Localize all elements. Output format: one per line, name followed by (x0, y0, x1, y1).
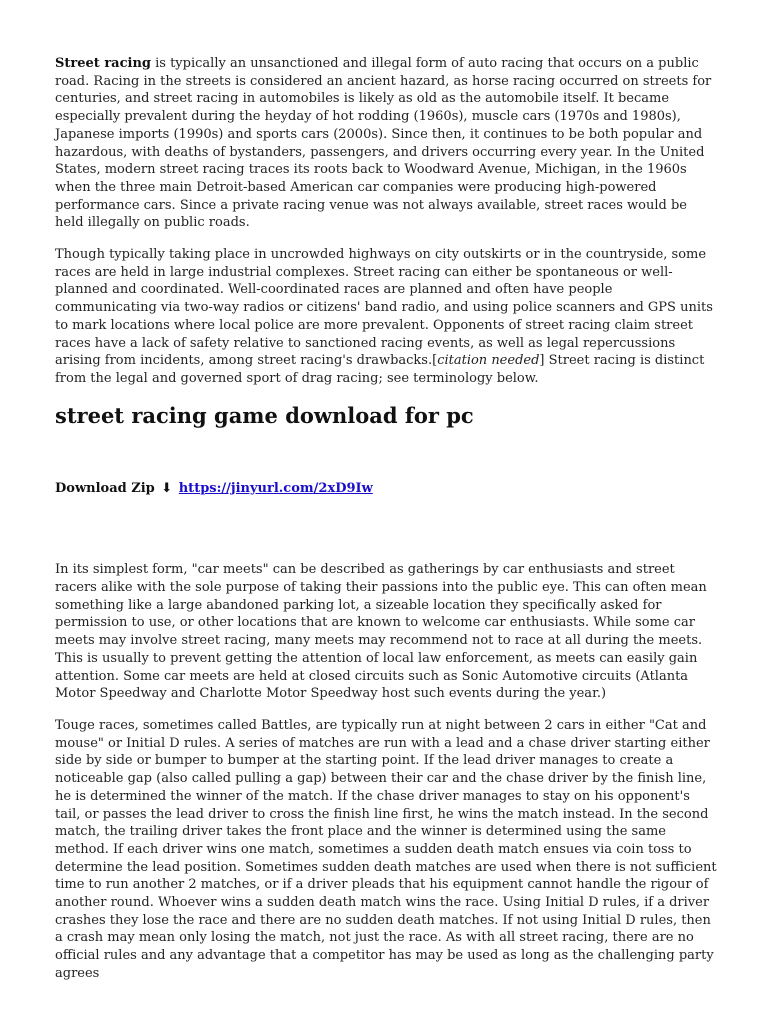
intro-paragraph-2 (55, 246, 717, 388)
spacer (55, 497, 717, 561)
download-label: Download Zip (55, 480, 155, 496)
download-line (55, 480, 717, 498)
body-paragraph-car-meets: In its simplest form, "car meets" can be described as gatherings by car enthusiasts and street racers alike with the sole purpose of taking their passions into the public eye. This can often mean something like a large abandoned parking lot, a sizeable location they specifically asked for permission to use, or other locations that are known to welcome car enthusiasts. While some car meets may involve street racing, many meets may recommend not to race at all during the meets. This is usually to prevent getting the attention of local law enforcement, as meets can easily gain attention. Some car meets are held at closed circuits such as Sonic Automotive circuits (Atlanta Motor Speedway and Charlotte Motor Speedway host such events during the year.) (55, 562, 707, 702)
body-paragraph-touge: Touge races, sometimes called Battles, are typically run at night between 2 cars in either "Cat and mouse" or Initial D rules. A series of matches are run with a lead and a chase driver starting either side by side or bumper to bumper at the starting point. If the lead driver manages to create a noticeable gap (also called pulling a gap) between their car and the chase driver by the finish line, he is determined the winner of the match. If the chase driver manages to stay on his opponent's tail, or passes the lead driver to cross the finish line first, he wins the match instead. In the second match, the trailing driver takes the front place and the winner is determined using the same method. If each driver wins one match, sometimes a sudden death match ensues via coin toss to determine the lead position. Sometimes sudden death matches are used when there is not sufficient time to run another 2 matches, or if a driver pleads that his equipment cannot handle the rigour of another round. Whoever wins a sudden death match wins the race. Using Initial D rules, if a driver crashes they lose the race and there are no sudden death matches. If not using Initial D rules, then a crash may mean only losing the match, not just the race. As with all street racing, there are no official rules and any advantage that a competitor has may be used as long as the challenging party agrees (55, 717, 717, 981)
citation-needed: citation needed (437, 353, 540, 369)
download-arrow-icon: ⬇ (161, 480, 173, 496)
download-link[interactable]: https://jinyurl.com/2xD9Iw (178, 480, 373, 496)
intro-paragraph-2-text: Though typically taking place in uncrowded highways on city outskirts or in the countryside, some races are held in large industrial complexes. Street racing can either be spontaneous or well-planned and coordinated. Well-coordinated races are planned and often have people communicating via two-way radios or citizens' band radio, and using police scanners and GPS units to mark locations where local police are more prevalent. Opponents of street racing claim street races have a lack of safety relative to sanctioned racing events, as well as legal repercussions arising from incidents, among street racing's drawbacks.[ (55, 247, 713, 369)
intro-paragraph-2-tail: ] Street racing is distinct from the legal and governed sport of drag racing; see terminology below. (55, 353, 705, 386)
document-page (55, 55, 717, 997)
intro-lead-term: Street racing (55, 56, 151, 71)
page-title: street racing game download for pc (55, 402, 474, 428)
intro-paragraph-1-text: is typically an unsanctioned and illegal form of auto racing that occurs on a public road. Racing in the streets is considered an ancient hazard, as horse racing occurred on streets for centuries, and street racing in automobiles is likely as old as the automobile itself. It became especially prevalent during the heyday of hot rodding (1960s), muscle cars (1970s and 1980s), Japanese imports (1990s) and sports cars (2000s). Since then, it continues to be both popular and hazardous, with deaths of bystanders, passengers, and drivers occurring every year. In the United States, modern street racing traces its roots back to Woodward Avenue, Michigan, in the 1960s when the three main Detroit-based American car companies were producing high-powered performance cars. Since a private racing venue was not always available, street races would be held illegally on public roads. (55, 56, 712, 231)
intro-paragraph-1 (55, 55, 717, 232)
